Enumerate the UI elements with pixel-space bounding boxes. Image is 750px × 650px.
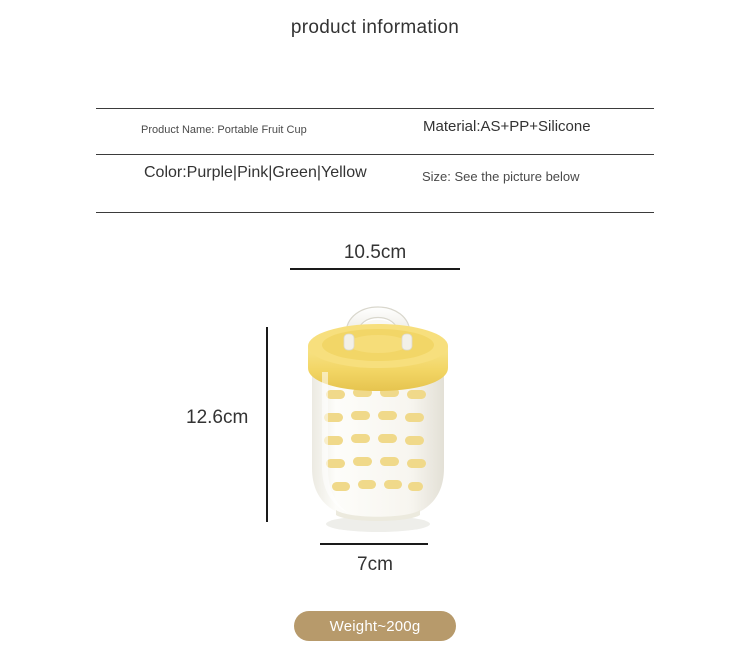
- dimension-left-line: [266, 327, 268, 522]
- weight-badge: Weight~200g: [294, 611, 456, 641]
- dimension-left-label: 12.6cm: [186, 407, 249, 428]
- dimension-top-label: 10.5cm: [343, 242, 407, 263]
- dimension-bottom-label: 7cm: [357, 554, 393, 575]
- table-rule-middle: [96, 154, 654, 155]
- dimension-bottom-line: [320, 543, 428, 545]
- dimension-top-line: [290, 268, 460, 270]
- product-illustration: [288, 272, 468, 537]
- material-value: Material:AS+PP+Silicone: [423, 118, 591, 135]
- page-title: product information: [290, 17, 460, 38]
- color-value: Color:Purple|Pink|Green|Yellow: [144, 164, 367, 181]
- table-rule-top: [96, 108, 654, 109]
- product-name-value: Product Name: Portable Fruit Cup: [141, 124, 307, 136]
- table-rule-bottom: [96, 212, 654, 213]
- size-value: Size: See the picture below: [422, 169, 580, 184]
